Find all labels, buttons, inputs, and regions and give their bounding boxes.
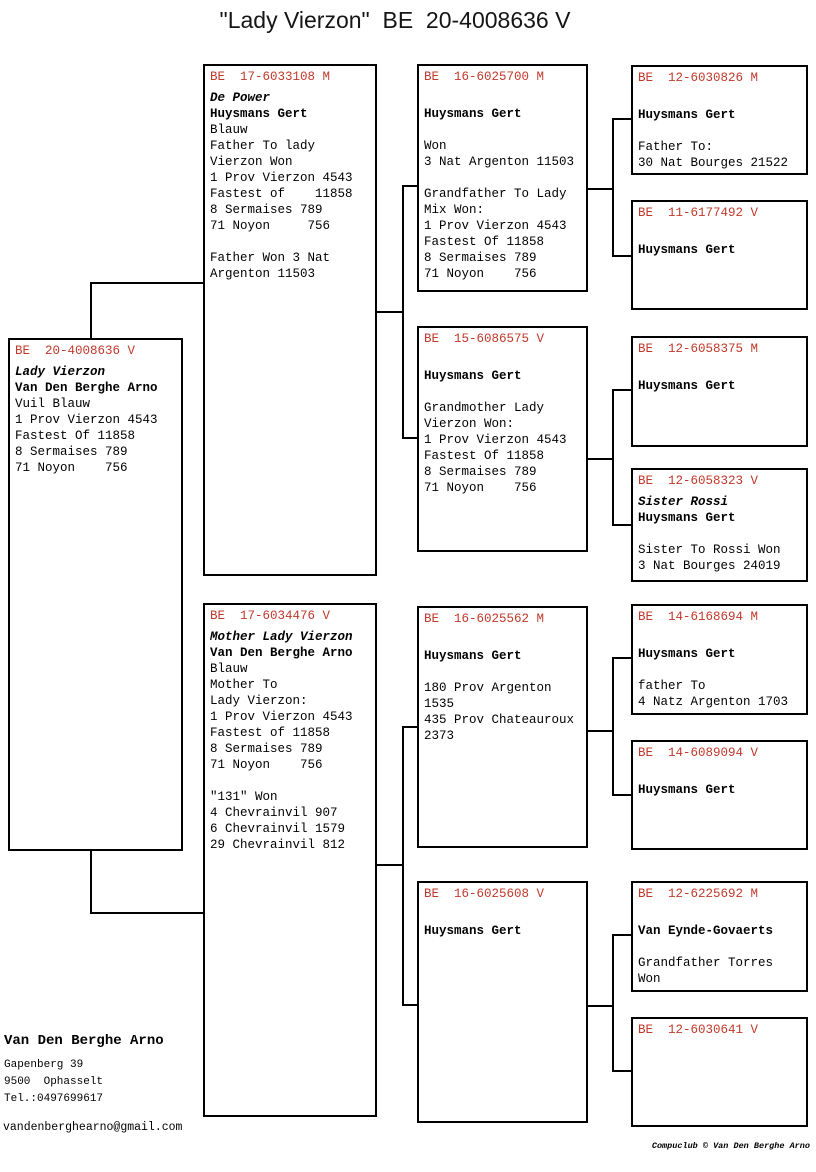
pedigree-line: Huysmans Gert: [210, 107, 308, 121]
pedigree-line: Lady Vierzon: [15, 365, 106, 379]
pedigree-line: 4 Natz Argenton 1703: [638, 695, 789, 709]
pedigree-line: Vuil Blauw: [15, 397, 91, 411]
pedigree-line: Father Won 3 Nat: [210, 251, 331, 265]
pedigree-line: [424, 384, 581, 400]
connector-line: [377, 311, 404, 313]
pedigree-line: Blauw: [210, 662, 248, 676]
pedigree-box-great-grandparent-2: [631, 200, 808, 310]
pedigree-line: [638, 630, 801, 646]
pedigree-line: Mix Won:: [424, 203, 485, 217]
ring-number: BE 12-6058323 V: [638, 474, 759, 488]
pedigree-box-grandfather-maternal: [417, 606, 588, 848]
ring-number: BE 16-6025562 M: [424, 612, 545, 626]
ring-number: BE 17-6033108 M: [210, 70, 331, 84]
pedigree-line: Huysmans Gert: [638, 243, 736, 257]
pedigree-line: Blauw: [210, 123, 248, 137]
connector-line: [612, 389, 633, 391]
ring-number: BE 14-6168694 M: [638, 610, 759, 624]
connector-line: [612, 1070, 633, 1072]
connector-line: [402, 185, 404, 439]
pedigree-line: Father To lady: [210, 139, 316, 153]
pedigree-line: father To: [638, 679, 706, 693]
pedigree-line: Vierzon Won: [210, 155, 293, 169]
pedigree-line: [638, 939, 801, 955]
connector-line: [612, 524, 633, 526]
pedigree-line: Mother To: [210, 678, 278, 692]
ring-number: BE 17-6034476 V: [210, 609, 331, 623]
pedigree-box-great-grandparent-8: [631, 1017, 808, 1127]
pedigree-line: Lady Vierzon:: [210, 694, 308, 708]
connector-line: [612, 118, 633, 120]
connector-line: [612, 389, 614, 526]
pedigree-line: Van Den Berghe Arno: [210, 646, 353, 660]
pedigree-line: 8 Sermaises 789: [424, 465, 537, 479]
connector-line: [90, 912, 205, 914]
owner-phone: Tel.:0497699617: [4, 1093, 104, 1105]
pedigree-line: Huysmans Gert: [638, 783, 736, 797]
pedigree-line: 71 Noyon 756: [424, 267, 537, 281]
pedigree-box-mother: [203, 603, 377, 1117]
pedigree-line: Huysmans Gert: [424, 369, 522, 383]
ring-number: BE 16-6025608 V: [424, 887, 545, 901]
owner-city: 9500 Ophasselt: [4, 1076, 104, 1088]
pedigree-line: De Power: [210, 91, 271, 105]
pedigree-box-grandfather-paternal: [417, 64, 588, 292]
pedigree-line: [424, 664, 581, 680]
connector-line: [90, 849, 92, 914]
connector-line: [90, 282, 205, 284]
ring-number: BE 12-6225692 M: [638, 887, 759, 901]
pedigree-line: 180 Prov Argenton: [424, 681, 552, 695]
pedigree-line: [424, 122, 581, 138]
connector-line: [612, 118, 614, 257]
pedigree-line: Mother Lady Vierzon: [210, 630, 353, 644]
pedigree-line: [424, 170, 581, 186]
pedigree-line: Huysmans Gert: [424, 107, 522, 121]
pedigree-line: 1 Prov Vierzon 4543: [15, 413, 158, 427]
pedigree-line: 8 Sermaises 789: [210, 203, 323, 217]
pedigree-line: 71 Noyon 756: [210, 219, 331, 233]
pedigree-box-great-grandparent-1: [631, 65, 808, 175]
pedigree-line: 1 Prov Vierzon 4543: [424, 219, 567, 233]
pedigree-line: Huysmans Gert: [638, 511, 736, 525]
pedigree-line: Grandfather Torres: [638, 956, 774, 970]
connector-line: [612, 934, 633, 936]
pedigree-line: [638, 123, 801, 139]
pedigree-line: Won: [638, 972, 661, 986]
pedigree-line: Huysmans Gert: [424, 649, 522, 663]
pedigree-line: [424, 632, 581, 648]
pedigree-line: 3 Nat Bourges 24019: [638, 559, 781, 573]
pedigree-line: Van Den Berghe Arno: [15, 381, 158, 395]
connector-line: [612, 657, 633, 659]
pedigree-line: [638, 907, 801, 923]
pedigree-line: [638, 91, 801, 107]
owner-street: Gapenberg 39: [4, 1059, 84, 1071]
pedigree-line: 30 Nat Bourges 21522: [638, 156, 789, 170]
connector-line: [612, 255, 633, 257]
pedigree-box-subject: [8, 338, 183, 851]
pedigree-box-grandmother-paternal: [417, 326, 588, 552]
pedigree-line: 71 Noyon 756: [424, 481, 537, 495]
pedigree-line: 4 Chevrainvil 907: [210, 806, 338, 820]
connector-line: [586, 188, 614, 190]
pedigree-line: [638, 526, 801, 542]
ring-number: BE 12-6030641 V: [638, 1023, 759, 1037]
ring-number: BE 12-6058375 M: [638, 342, 759, 356]
pedigree-line: Fastest Of 11858: [424, 449, 545, 463]
pedigree-line: Huysmans Gert: [638, 379, 736, 393]
connector-line: [612, 934, 614, 1072]
pedigree-line: Fastest Of 11858: [15, 429, 136, 443]
pedigree-line: Fastest of 11858: [210, 726, 331, 740]
pedigree-line: Huysmans Gert: [638, 647, 736, 661]
pedigree-title: "Lady Vierzon" BE 20-4008636 V: [219, 7, 571, 33]
pedigree-line: [638, 362, 801, 378]
pedigree-box-great-grandparent-6: [631, 740, 808, 850]
pedigree-line: Won: [424, 139, 447, 153]
pedigree-line: Huysmans Gert: [638, 108, 736, 122]
owner-email: vandenberghearno@gmail.com: [3, 1121, 183, 1134]
pedigree-line: Sister To Rossi Won: [638, 543, 781, 557]
pedigree-line: Fastest Of 11858: [424, 235, 545, 249]
pedigree-line: [424, 907, 581, 923]
pedigree-line: Fastest of 11858: [210, 187, 353, 201]
connector-line: [612, 794, 633, 796]
pedigree-line: [424, 90, 581, 106]
pedigree-box-father: [203, 64, 377, 576]
pedigree-line: 2373: [424, 729, 455, 743]
pedigree-line: Argenton 11503: [210, 267, 316, 281]
pedigree-line: 71 Noyon 756: [210, 758, 323, 772]
pedigree-line: Grandfather To Lady: [424, 187, 567, 201]
pedigree-line: 1 Prov Vierzon 4543: [210, 171, 353, 185]
pedigree-box-great-grandparent-7: [631, 881, 808, 992]
connector-line: [586, 458, 614, 460]
ring-number: BE 16-6025700 M: [424, 70, 545, 84]
pedigree-line: 8 Sermaises 789: [210, 742, 323, 756]
pedigree-line: 8 Sermaises 789: [15, 445, 128, 459]
pedigree-line: Sister Rossi: [638, 495, 729, 509]
pedigree-line: Vierzon Won:: [424, 417, 515, 431]
ring-number: BE 15-6086575 V: [424, 332, 545, 346]
connector-line: [612, 657, 614, 796]
pedigree-line: 8 Sermaises 789: [424, 251, 537, 265]
pedigree-line: 435 Prov Chateauroux: [424, 713, 575, 727]
connector-line: [377, 864, 404, 866]
pedigree-line: 71 Noyon 756: [15, 461, 128, 475]
pedigree-line: [210, 234, 370, 250]
connector-line: [586, 1005, 614, 1007]
ring-number: BE 14-6089094 V: [638, 746, 759, 760]
ring-number: BE 20-4008636 V: [15, 344, 136, 358]
pedigree-line: "131" Won: [210, 790, 278, 804]
connector-line: [90, 282, 92, 340]
pedigree-line: 29 Chevrainvil 812: [210, 838, 346, 852]
pedigree-box-grandmother-maternal: [417, 881, 588, 1123]
pedigree-box-great-grandparent-5: [631, 604, 808, 715]
connector-line: [402, 726, 404, 1006]
pedigree-line: [638, 662, 801, 678]
owner-name: Van Den Berghe Arno: [4, 1033, 164, 1049]
pedigree-line: 1535: [424, 697, 455, 711]
pedigree-line: Father To:: [638, 140, 714, 154]
pedigree-line: 3 Nat Argenton 11503: [424, 155, 575, 169]
pedigree-box-great-grandparent-3: [631, 336, 808, 447]
pedigree-line: 1 Prov Vierzon 4543: [210, 710, 353, 724]
connector-line: [586, 730, 614, 732]
ring-number: BE 11-6177492 V: [638, 206, 759, 220]
pedigree-line: Grandmother Lady: [424, 401, 545, 415]
pedigree-box-great-grandparent-4: [631, 468, 808, 582]
pedigree-line: Huysmans Gert: [424, 924, 522, 938]
pedigree-line: [424, 352, 581, 368]
pedigree-line: [638, 766, 801, 782]
pedigree-line: 1 Prov Vierzon 4543: [424, 433, 567, 447]
ring-number: BE 12-6030826 M: [638, 71, 759, 85]
pedigree-line: [638, 226, 801, 242]
pedigree-line: [210, 773, 370, 789]
pedigree-line: Van Eynde-Govaerts: [638, 924, 774, 938]
pedigree-line: 6 Chevrainvil 1579: [210, 822, 346, 836]
software-credit: Compuclub © Van Den Berghe Arno: [651, 1141, 810, 1151]
